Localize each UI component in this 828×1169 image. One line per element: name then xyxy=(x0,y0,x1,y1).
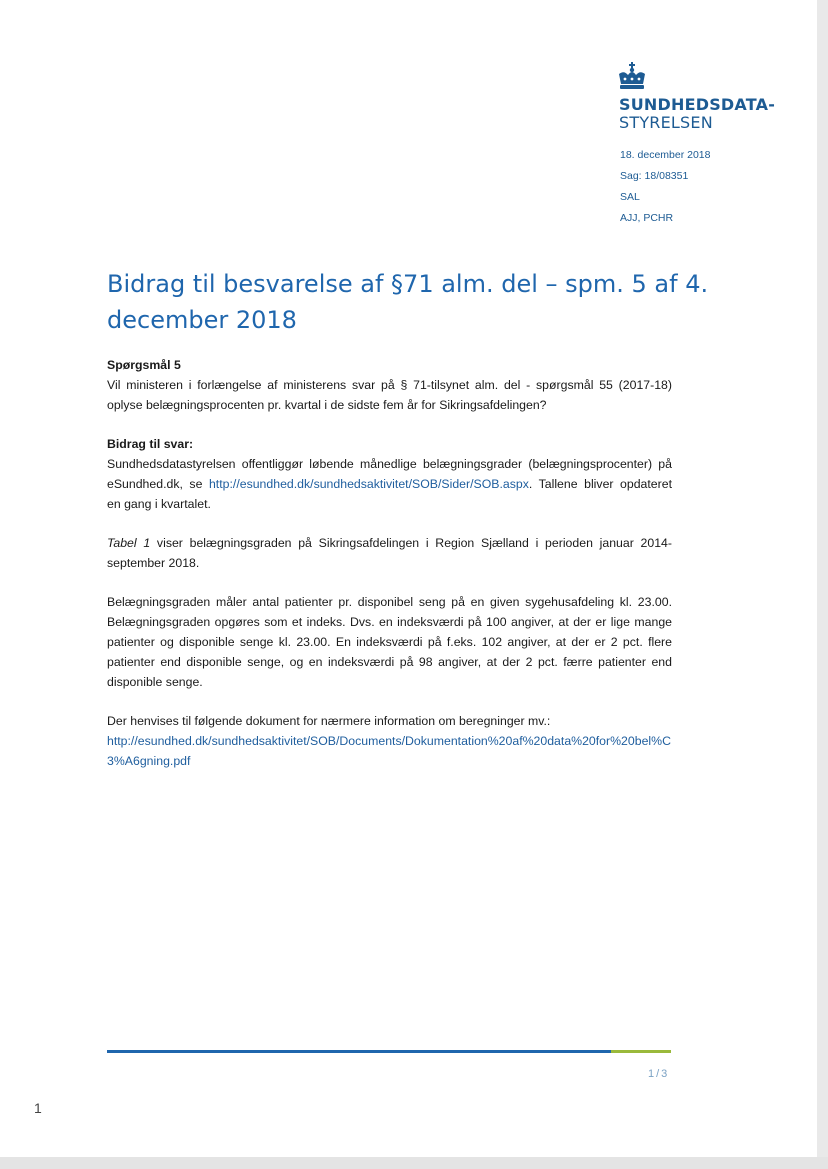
author-initials: AJJ, PCHR xyxy=(620,212,674,224)
question-text: Vil ministeren i forlængelse af ministerens svar på § 71-tilsynet alm. del - spørgsmål 55 (2017-18) oplyse belægningsprocenten pr. kvartal i de sidste fem år for Sikringsafdelingen? xyxy=(107,378,672,412)
organization-name xyxy=(619,96,775,132)
sal-label: SAL xyxy=(620,191,640,203)
document-body xyxy=(107,355,672,790)
footer-rule-blue xyxy=(107,1050,611,1053)
table-reference-text: viser belægningsgraden på Sikringsafdelingen i Region Sjælland i perioden januar 2014-september 2018. xyxy=(107,536,672,570)
reference-text: Der henvises til følgende dokument for nærmere information om beregninger mv.: xyxy=(107,714,551,728)
question-section xyxy=(107,355,672,415)
answer-text: Sundhedsdatastyrelsen offentliggør løbende månedlige belægningsgrader (belægningsprocenter) på eSundhed.dk, se xyxy=(107,457,672,491)
document-title: Bidrag til besvarelse af §71 alm. del – spm. 5 af 4. december 2018 xyxy=(107,270,709,334)
document-meta xyxy=(620,145,710,229)
case-number: Sag: 18/08351 xyxy=(620,170,689,182)
answer-text-end: . Tallene bliver opdateret en gang i kvartalet. xyxy=(107,477,672,511)
org-name-line2: STYRELSEN xyxy=(619,113,713,132)
answer-heading: Bidrag til svar: xyxy=(107,437,194,451)
page-edge xyxy=(817,0,828,1169)
footer-rule-green xyxy=(611,1050,671,1053)
crown-icon xyxy=(616,62,648,92)
definition-paragraph: Belægningsgraden måler antal patienter pr. disponibel seng på en given sygehusafdeling kl. 23.00. Belægningsgraden opgøres som et indeks. Dvs. en indeksværdi på 100 angiver, at der er lige mange patienter og disponible senge kl. 23.00. En indeksværdi på f.eks. 102 angiver, at der er 2 pct. flere patienter end disponible senge, og en indeksværdi på 98 angiver, at der 2 pct. færre patienter end disponible senge. xyxy=(107,595,672,689)
documentation-link[interactable]: http://esundhed.dk/sundhedsaktivitet/SOB/Documents/Dokumentation%20af%20data%20for%20bel%C3%A6gning.pdf xyxy=(107,734,671,768)
esundhed-link[interactable]: http://esundhed.dk/sundhedsaktivitet/SOB/Sider/SOB.aspx xyxy=(208,477,529,491)
org-name-line1: SUNDHEDSDATA- xyxy=(619,95,776,114)
answer-section xyxy=(107,434,672,514)
question-heading: Spørgsmål 5 xyxy=(107,358,181,372)
reference-section xyxy=(107,711,672,771)
page-bottom-edge xyxy=(0,1157,828,1169)
margin-number: 1 xyxy=(34,1100,42,1116)
document-date: 18. december 2018 xyxy=(620,149,711,161)
page-number: 1/3 xyxy=(648,1068,670,1080)
table-reference xyxy=(107,533,672,573)
table-label: Tabel 1 xyxy=(107,536,151,550)
